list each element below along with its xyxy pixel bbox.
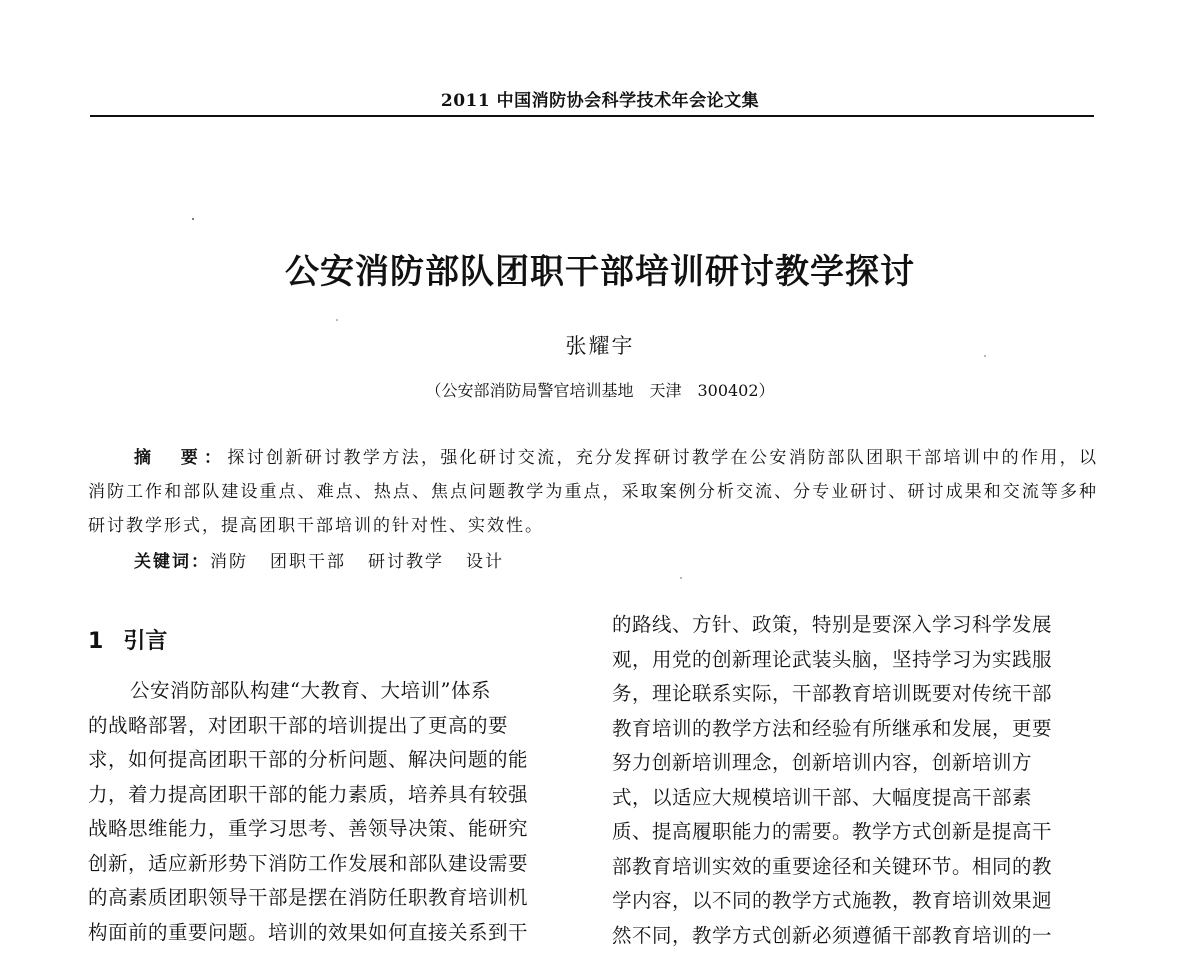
section-heading	[88, 624, 167, 655]
paper-title: 公安消防部队团职干部培训研讨教学探讨	[0, 244, 1200, 293]
abstract-text: 探讨创新研讨教学方法，强化研讨交流，充分发挥研讨教学在公安消防部队团职干部培训中的作用，以消防工作和部队建设重点、难点、热点、焦点问题教学为重点，采取案例分析交流、分专业研讨、研讨成果和交流等多种研讨教学形式，提高团职干部培训的针对性、实效性。	[88, 448, 1098, 536]
body-line: 的战略部署，对团职干部的培训提出了更高的要	[88, 709, 570, 744]
header-rule	[90, 115, 1094, 117]
body-line: 教育培训的教学方法和经验有所继承和发展，更要	[612, 712, 1094, 747]
scan-speck	[336, 319, 338, 321]
abstract	[88, 441, 1098, 543]
keyword-item: 研讨教学	[368, 552, 444, 572]
body-line: 学内容，以不同的教学方式施教，教育培训效果迥	[612, 884, 1094, 919]
body-line: 力，着力提高团职干部的能力素质，培养具有较强	[88, 778, 570, 813]
keywords-label: 关键词：	[134, 552, 210, 572]
body-line: 战略思维能力，重学习思考、善领导决策、能研究	[88, 812, 570, 847]
body-line: 务，理论联系实际，干部教育培训既要对传统干部	[612, 677, 1094, 712]
body-line: 式，以适应大规模培训干部、大幅度提高干部素	[612, 781, 1094, 816]
author-name: 张耀宇	[0, 330, 1200, 360]
body-line: 然不同，教学方式创新必须遵循干部教育培训的一	[612, 919, 1094, 953]
body-line: 公安消防部队构建“大教育、大培训”体系	[88, 674, 570, 709]
body-line: 努力创新培训理念，创新培训内容，创新培训方	[612, 746, 1094, 781]
keywords	[134, 545, 526, 579]
scan-speck	[192, 218, 194, 220]
body-line: 的路线、方针、政策，特别是要深入学习科学发展	[612, 608, 1094, 643]
body-line: 观，用党的创新理论武装头脑，坚持学习为实践服	[612, 643, 1094, 678]
body-line: 的高素质团职领导干部是摆在消防任职教育培训机	[88, 881, 570, 916]
keyword-item: 设计	[466, 552, 504, 572]
running-header: 2011 中国消防协会科学技术年会论文集	[0, 86, 1200, 111]
abstract-label: 摘 要：	[134, 448, 227, 468]
scan-speck	[680, 577, 682, 579]
keyword-item: 消防	[210, 552, 248, 572]
keyword-item: 团职干部	[270, 552, 346, 572]
body-line: 质、提高履职能力的需要。教学方式创新是提高干	[612, 815, 1094, 850]
author-affiliation: （公安部消防局警官培训基地 天津 300402）	[0, 378, 1200, 401]
right-column	[612, 608, 1094, 953]
body-line: 构面前的重要问题。培训的效果如何直接关系到干	[88, 916, 570, 951]
left-column	[88, 674, 570, 950]
body-line: 创新，适应新形势下消防工作发展和部队建设需要	[88, 847, 570, 882]
body-line: 求，如何提高团职干部的分析问题、解决问题的能	[88, 743, 570, 778]
section-number: 1	[88, 629, 103, 654]
section-title: 引言	[123, 629, 167, 654]
body-line: 部教育培训实效的重要途径和关键环节。相同的教	[612, 850, 1094, 885]
